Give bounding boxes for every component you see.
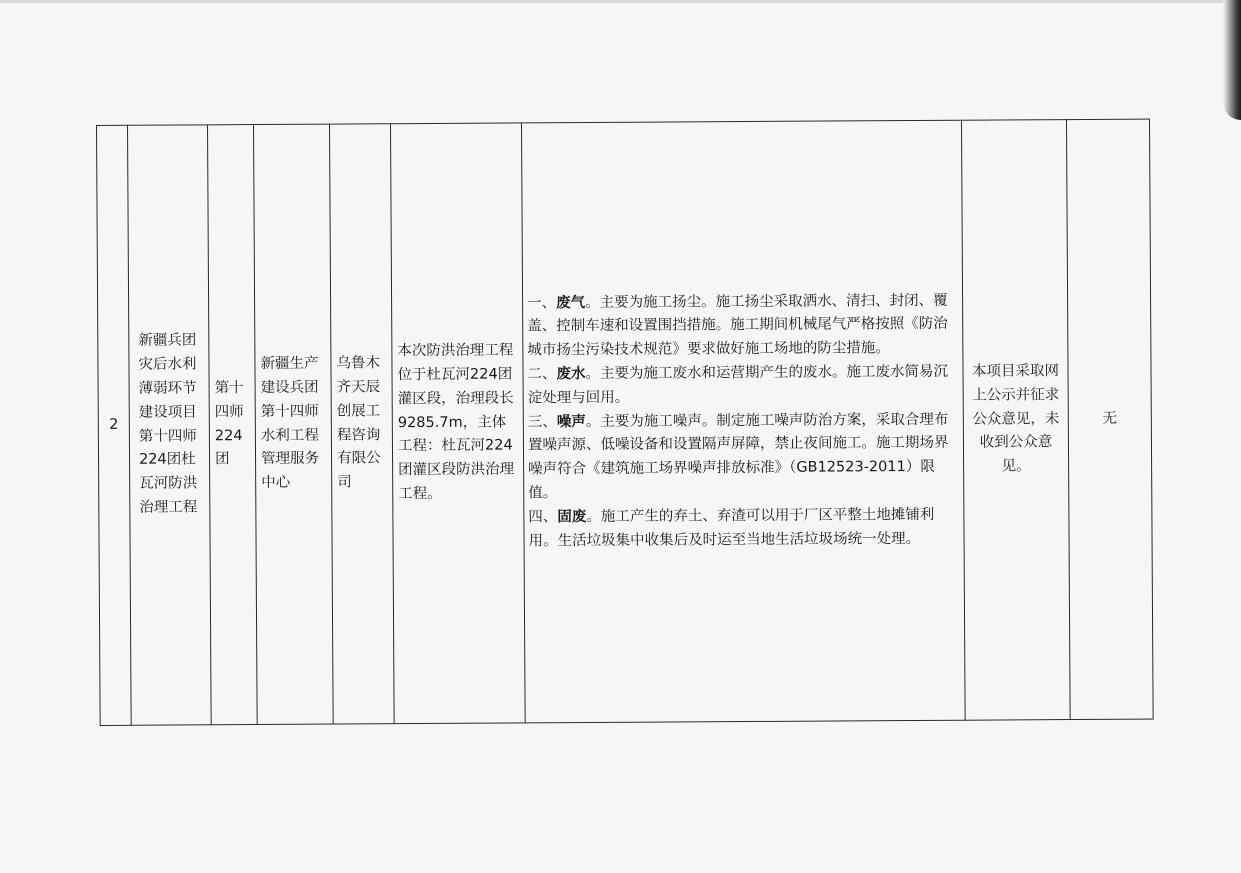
measure-water: 二、废水。主要为施工废水和运营期产生的废水。施工废水简易沉淀处理与回用。	[527, 363, 949, 407]
division-cell: 第十四师224团	[208, 125, 258, 725]
project-name-cell: 新疆兵团灾后水利薄弱环节建设项目第十四师224团杜瓦河防洪治理工程	[128, 125, 212, 725]
environmental-measures-cell	[521, 120, 965, 723]
project-table	[96, 119, 1154, 726]
row-number: 2	[97, 125, 132, 725]
project-overview-cell: 本次防洪治理工程位于杜瓦河224团灌区段，治理段长9285.7m，主体工程：杜瓦河224团灌区段防洪治理工程。	[390, 123, 525, 724]
remarks-cell: 无	[1066, 119, 1153, 719]
measure-noise: 三、噪声。主要为施工噪声。制定施工噪声防治方案，采取合理布置噪声源、低噪设备和设置隔声屏障，禁止夜间施工。施工期场界噪声符合《建筑施工场界噪声排放标准》（GB12523-2011）限值。	[527, 411, 949, 502]
measure-air: 一、废气。主要为施工扬尘。施工扬尘采取洒水、清扫、封闭、覆盖、控制车速和设置围挡措施。施工期间机械尾气严格按照《防治城市扬尘污染技术规范》要求做好施工场地的防尘措施。	[527, 292, 948, 359]
eia-unit-cell: 乌鲁木齐天辰创展工程咨询有限公司	[329, 124, 394, 724]
table-row	[97, 119, 1154, 725]
construction-unit-cell: 新疆生产建设兵团第十四师水利工程管理服务中心	[254, 124, 334, 724]
public-participation-cell: 本项目采取网上公示并征求公众意见，未收到公众意见。	[961, 120, 1070, 721]
measure-solid-waste: 四、固废。施工产生的弃土、弃渣可以用于厂区平整土地摊铺利用。生活垃圾集中收集后及时运至当地生活垃圾场统一处理。	[528, 506, 935, 549]
page-top-edge	[0, 0, 1241, 3]
scanner-shadow	[1223, 0, 1241, 120]
